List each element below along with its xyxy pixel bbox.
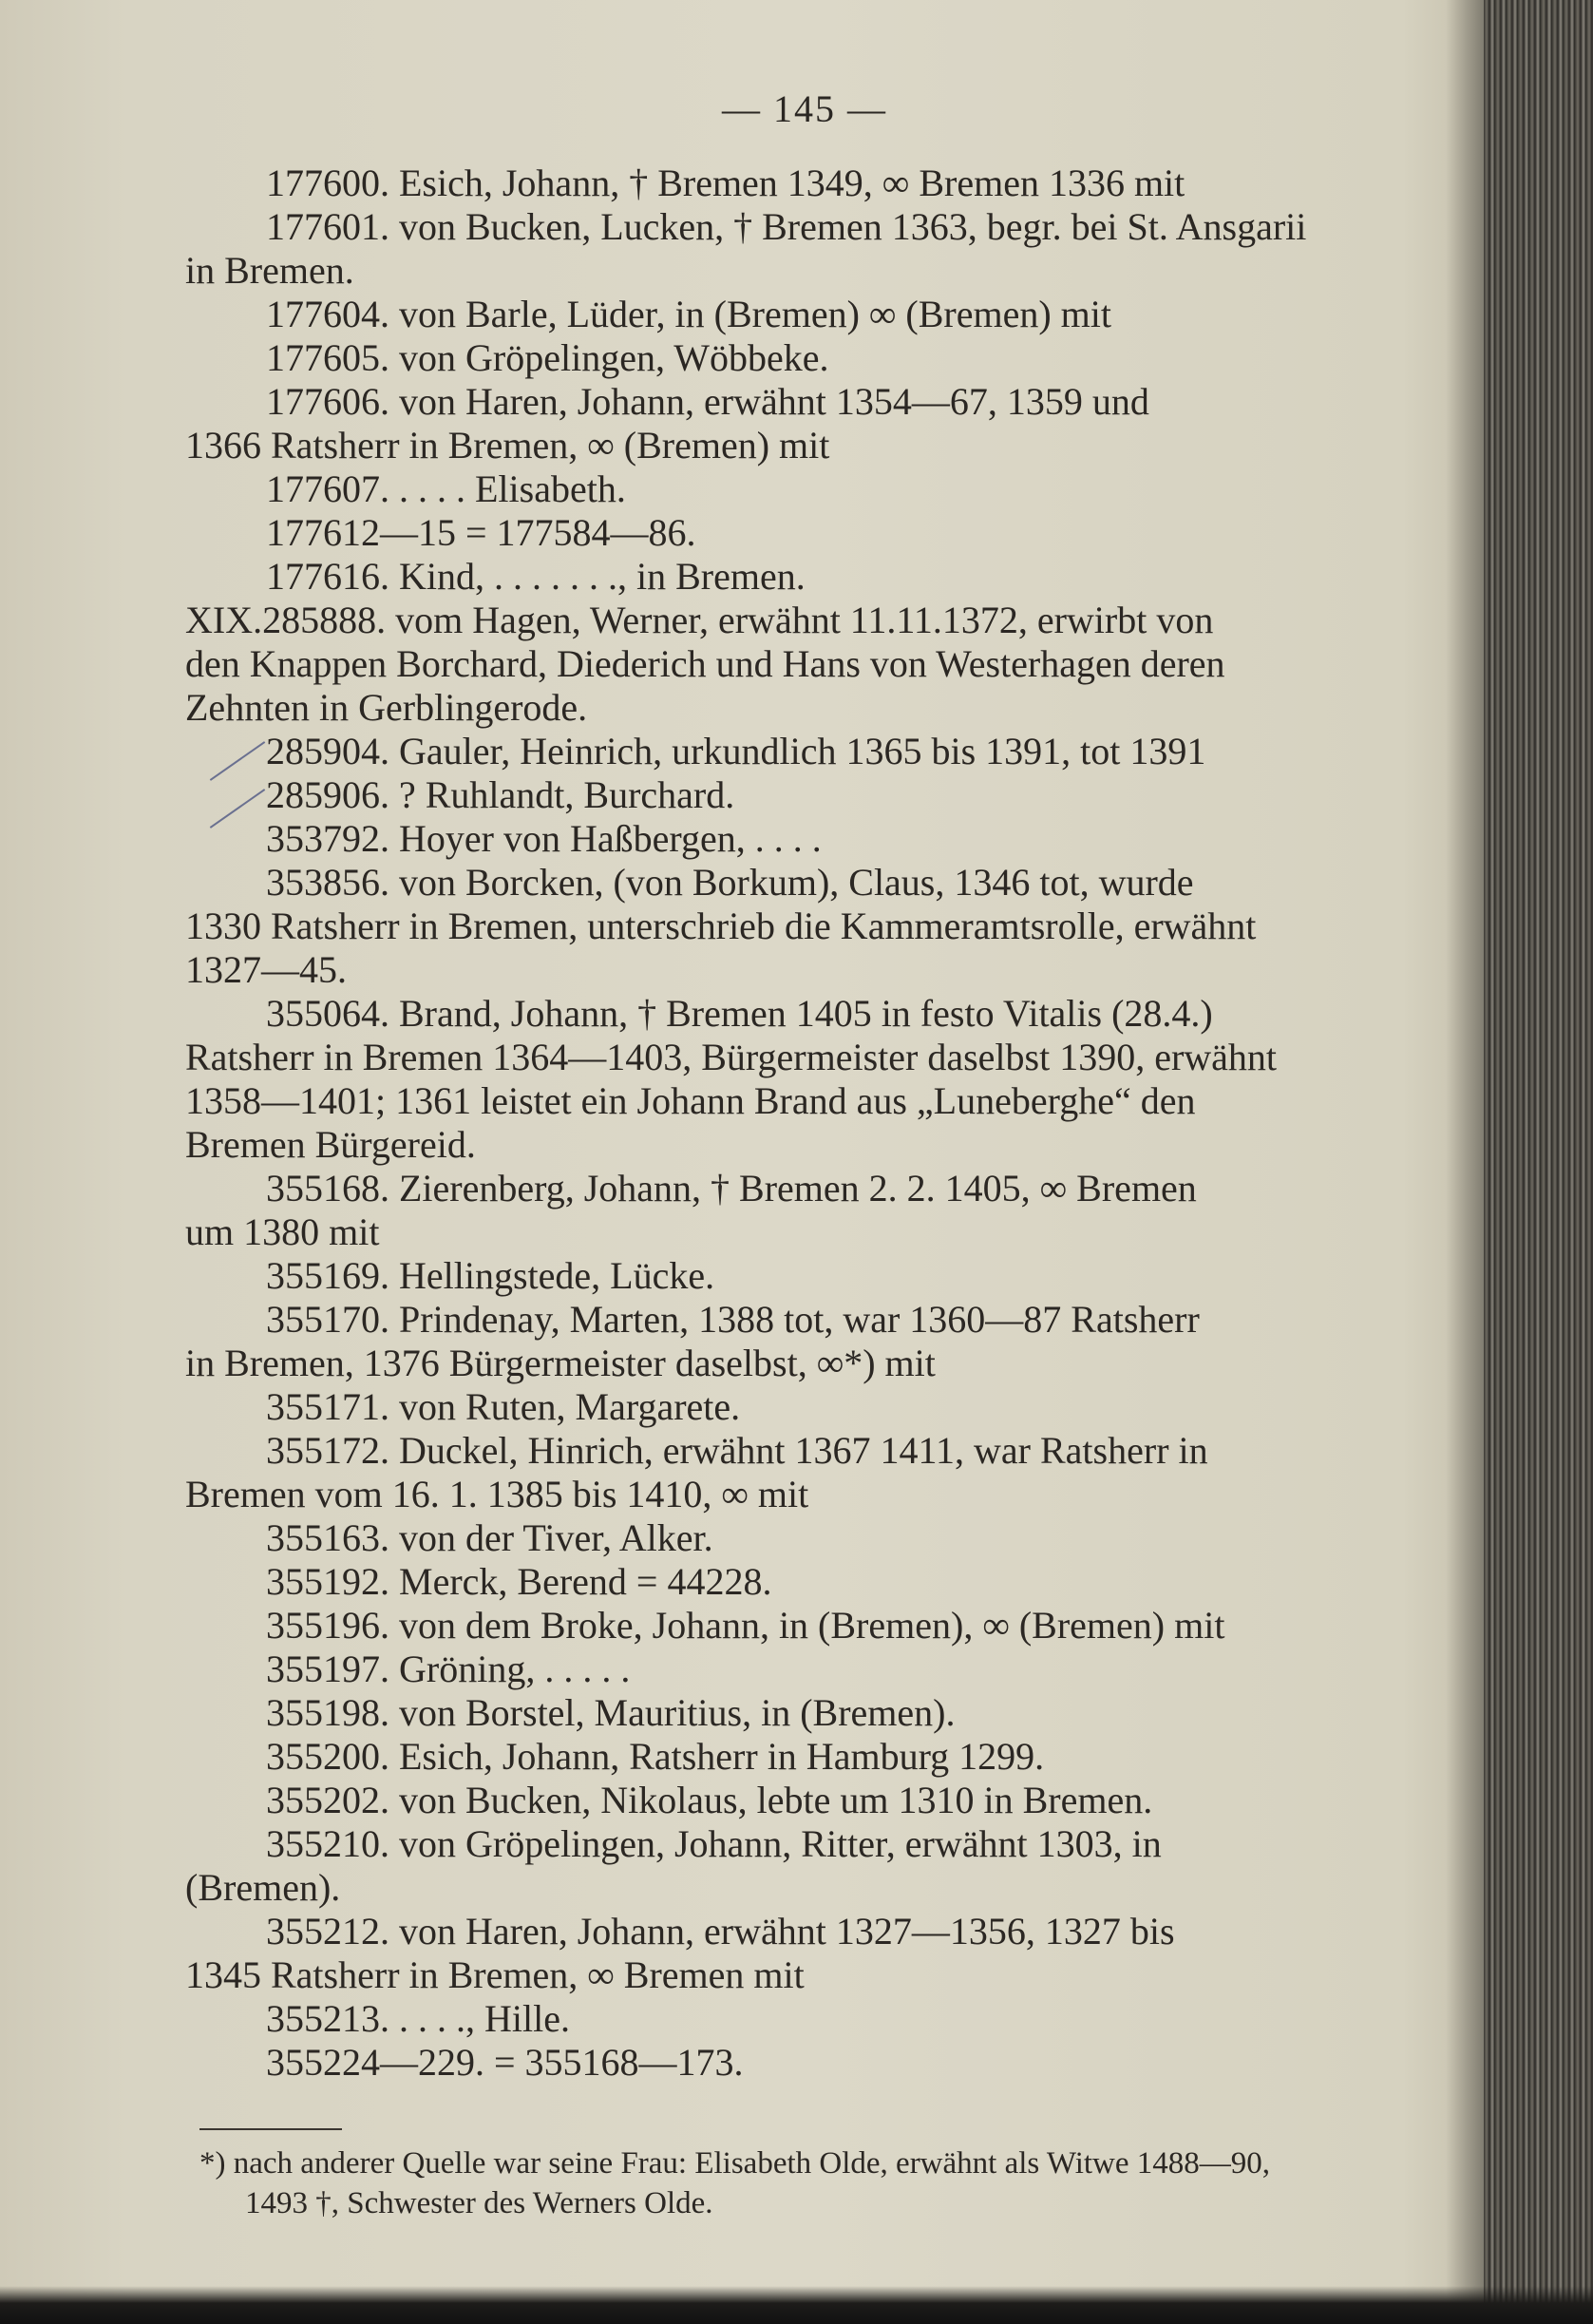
text-line: 355202. von Bucken, Nikolaus, lebte um 1310 in Bremen. bbox=[266, 1779, 1153, 1821]
text-line: Bremen vom 16. 1. 1385 bis 1410, ∞ mit bbox=[185, 1473, 809, 1515]
text-line: 177616. Kind, . . . . . . ., in Bremen. bbox=[266, 555, 806, 598]
footnote bbox=[199, 2143, 1472, 2223]
text-line: 353792. Hoyer von Haßbergen, . . . . bbox=[266, 817, 822, 860]
text-line: 177600. Esich, Johann, † Bremen 1349, ∞ Bremen 1336 mit bbox=[266, 162, 1185, 204]
text-line: 355163. von der Tiver, Alker. bbox=[266, 1516, 713, 1559]
scan-bottom-edge bbox=[0, 2286, 1593, 2324]
text-line: 355170. Prindenay, Marten, 1388 tot, war 1360—87 Ratsherr bbox=[266, 1298, 1200, 1341]
text-line: Zehnten in Gerblingerode. bbox=[185, 686, 588, 729]
text-line: 355200. Esich, Johann, Ratsherr in Hamburg 1299. bbox=[266, 1735, 1045, 1778]
text-line: Ratsherr in Bremen 1364—1403, Bürgermeister daselbst 1390, erwähnt bbox=[185, 1036, 1278, 1078]
text-line: XIX.285888. vom Hagen, Werner, erwähnt 11.11.1372, erwirbt von bbox=[185, 599, 1214, 641]
text-line: 355168. Zierenberg, Johann, † Bremen 2. 2. 1405, ∞ Bremen bbox=[266, 1167, 1197, 1210]
text-line: 355172. Duckel, Hinrich, erwähnt 1367 1411, war Ratsherr in bbox=[266, 1429, 1208, 1472]
text-line: 355064. Brand, Johann, † Bremen 1405 in festo Vitalis (28.4.) bbox=[266, 992, 1213, 1035]
text-body bbox=[185, 162, 1468, 2085]
text-line: 355196. von dem Broke, Johann, in (Bremen), ∞ (Bremen) mit bbox=[266, 1604, 1225, 1647]
text-line: 285904. Gauler, Heinrich, urkundlich 1365 bis 1391, tot 1391 bbox=[266, 730, 1206, 772]
text-line: 355198. von Borstel, Mauritius, in (Bremen). bbox=[266, 1691, 956, 1734]
text-line: Bremen Bürgereid. bbox=[185, 1123, 476, 1166]
text-line: 355213. . . . ., Hille. bbox=[266, 1997, 570, 2040]
page-gutter-shadow bbox=[1446, 0, 1484, 2324]
footnote-divider bbox=[199, 2128, 342, 2130]
text-line: in Bremen, 1376 Bürgermeister daselbst, ∞*) mit bbox=[185, 1342, 936, 1384]
text-line: 355169. Hellingstede, Lücke. bbox=[266, 1254, 715, 1297]
text-line: 177605. von Gröpelingen, Wöbbeke. bbox=[266, 336, 829, 379]
text-line: 177607. . . . . Elisabeth. bbox=[266, 467, 626, 510]
text-line: 177601. von Bucken, Lucken, † Bremen 1363, begr. bei St. Ansgarii bbox=[266, 205, 1307, 248]
text-line: 1358—1401; 1361 leistet ein Johann Brand aus „Luneberghe“ den bbox=[185, 1079, 1196, 1122]
text-line: 355171. von Ruten, Margarete. bbox=[266, 1385, 741, 1428]
text-line: 1345 Ratsherr in Bremen, ∞ Bremen mit bbox=[185, 1953, 805, 1996]
text-line: 355192. Merck, Berend = 44228. bbox=[266, 1560, 772, 1603]
text-line: 285906. ? Ruhlandt, Burchard. bbox=[266, 773, 735, 816]
text-line: um 1380 mit bbox=[185, 1210, 380, 1253]
text-line: 355210. von Gröpelingen, Johann, Ritter, erwähnt 1303, in bbox=[266, 1822, 1162, 1865]
book-edge bbox=[1484, 0, 1593, 2324]
footnote-line: 1493 †, Schwester des Werners Olde. bbox=[245, 2186, 713, 2220]
text-line: 353856. von Borcken, (von Borkum), Claus, 1346 tot, wurde bbox=[266, 861, 1194, 904]
text-line: 1330 Ratsherr in Bremen, unterschrieb die Kammeramtsrolle, erwähnt bbox=[185, 905, 1257, 947]
text-line: 177604. von Barle, Lüder, in (Bremen) ∞ (Bremen) mit bbox=[266, 293, 1112, 335]
text-line: in Bremen. bbox=[185, 249, 354, 292]
text-line: 355224—229. = 355168—173. bbox=[266, 2041, 744, 2084]
text-line: 1366 Ratsherr in Bremen, ∞ (Bremen) mit bbox=[185, 424, 830, 467]
text-line: 1327—45. bbox=[185, 948, 347, 991]
page-number: — 145 — bbox=[722, 87, 887, 130]
text-line: (Bremen). bbox=[185, 1866, 341, 1909]
text-line: den Knappen Borchard, Diederich und Hans von Westerhagen deren bbox=[185, 642, 1225, 685]
text-line: 355197. Gröning, . . . . . bbox=[266, 1648, 631, 1690]
text-line: 355212. von Haren, Johann, erwähnt 1327—1356, 1327 bis bbox=[266, 1910, 1175, 1953]
footnote-line: *) nach anderer Quelle war seine Frau: Elisabeth Olde, erwähnt als Witwe 1488—90, bbox=[199, 2146, 1271, 2181]
text-line: 177612—15 = 177584—86. bbox=[266, 511, 696, 554]
text-line: 177606. von Haren, Johann, erwähnt 1354—67, 1359 und bbox=[266, 380, 1149, 423]
